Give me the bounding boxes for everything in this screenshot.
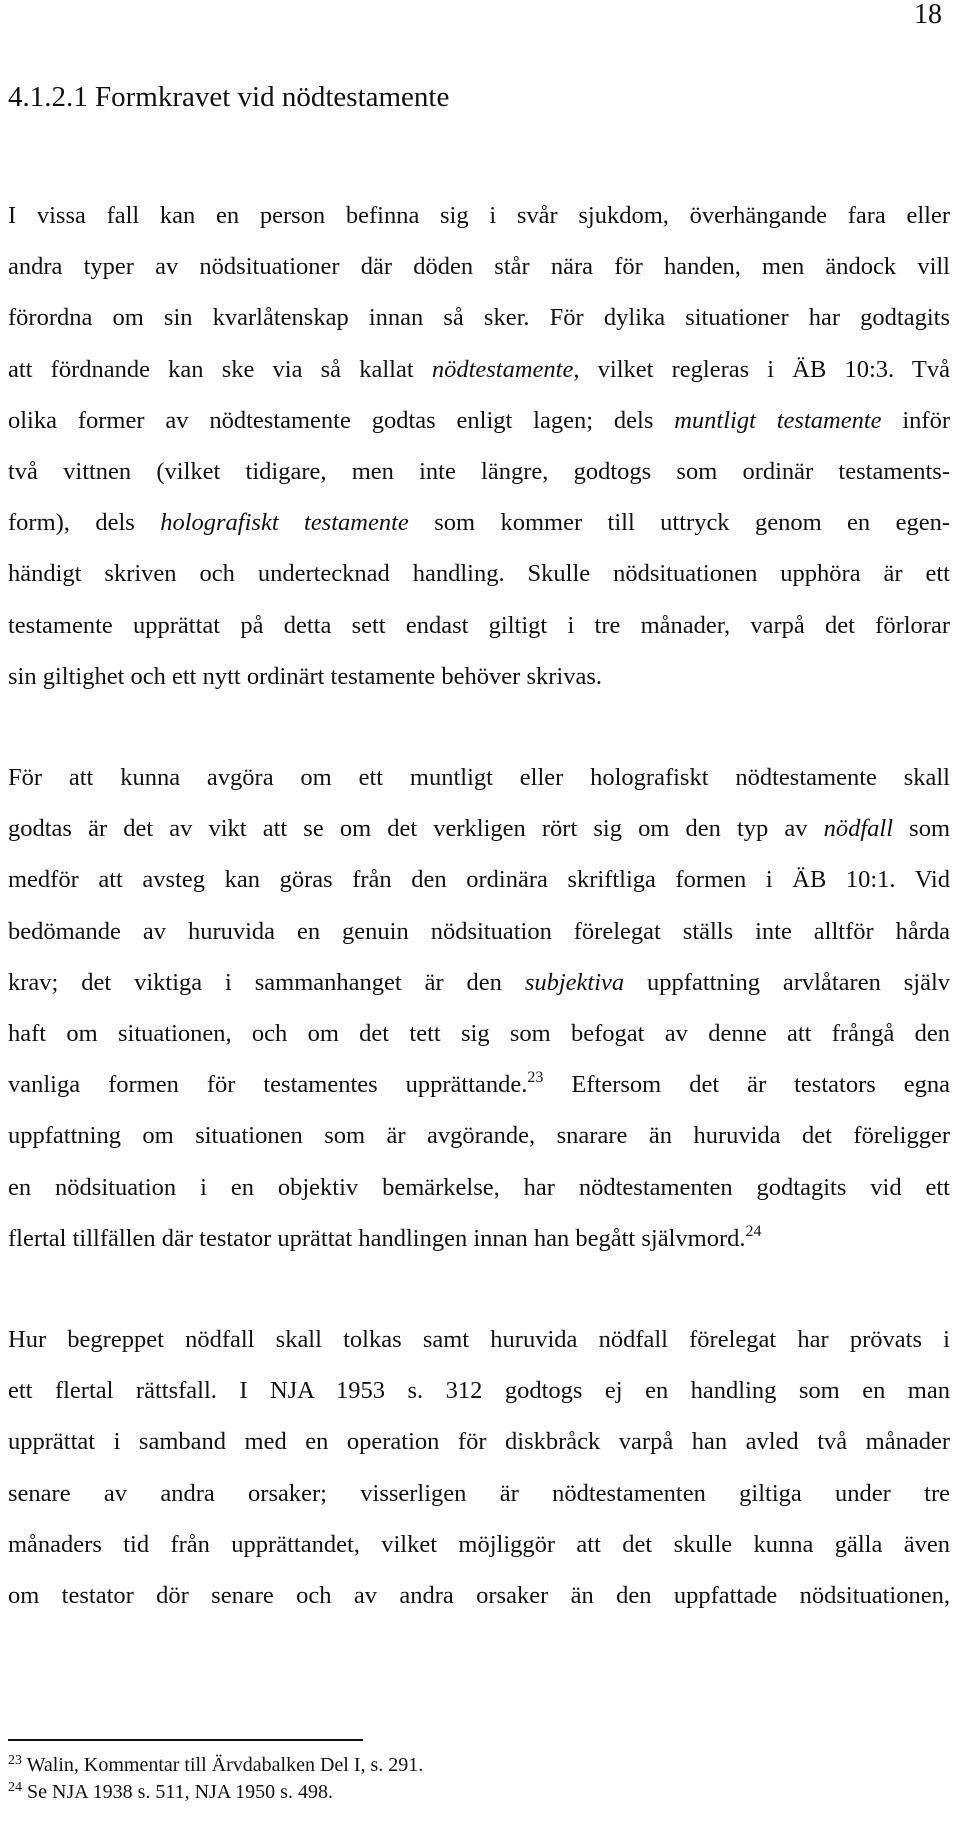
text-line: Hur begreppet nödfall skall tolkas samt huruvida nödfall förelegat har prövats i: [8, 1326, 950, 1353]
text-run: olika former av nödtestamente godtas enligt lagen; dels: [8, 406, 675, 434]
italic-term: nödfall: [823, 815, 894, 843]
footnote-text: Walin, Kommentar till Ärvdabalken Del I, s. 291.: [26, 1754, 424, 1776]
text-run: krav; det viktiga i sammanhanget är den: [8, 968, 525, 996]
text-run: att fördnande kan ske via så kallat: [8, 355, 432, 383]
section-heading: 4.1.2.1 Formkravet vid nödtestamente: [8, 81, 450, 113]
text-run: flertal tillfällen där testator uprättat handlingen innan han begått självmord.: [8, 1224, 746, 1252]
text-run: form), dels: [8, 509, 161, 537]
page-number: 18: [914, 0, 942, 30]
footnote-24: [8, 1779, 423, 1806]
footnote-ref-23[interactable]: 23: [527, 1069, 544, 1087]
text-line: [8, 1059, 950, 1110]
footnote-23: [8, 1752, 423, 1779]
text-run: uppfattning arvlåtaren själv: [624, 968, 951, 996]
text-line: I vissa fall kan en person befinna sig i svår sjukdom, överhängande fara eller: [8, 202, 950, 229]
text-run: , vilket regleras i ÄB 10:3. Två: [573, 355, 950, 383]
text-run: vanliga formen för testamentes upprättande.: [8, 1071, 528, 1099]
text-line: andra typer av nödsituationer där döden står nära för handen, men ändock vill: [8, 253, 950, 281]
text-line: För att kunna avgöra om ett muntligt eller holografiskt nödtestamente skall: [8, 764, 950, 791]
text-line: testamente upprättat på detta sett endast giltigt i tre månader, varpå det förlorar: [8, 611, 950, 639]
italic-term: subjektiva: [524, 968, 625, 996]
text-line: senare av andra orsaker; visserligen är nödtestamenten giltiga under tre: [8, 1479, 950, 1507]
paragraph-1: [8, 190, 950, 702]
paragraph-2: [8, 752, 950, 1264]
text-line: en nödsituation i en objektiv bemärkelse, har nödtestamenten godtagits vid ett: [8, 1173, 950, 1201]
italic-term: holografiskt testamente: [160, 509, 409, 537]
text-line: om testator dör senare och av andra orsaker än den uppfattade nödsituationen,: [8, 1582, 950, 1610]
text-line: haft om situationen, och om det tett sig som befogat av denne att frångå den: [8, 1020, 950, 1048]
paragraph-3: [8, 1314, 950, 1621]
text-line: [8, 803, 950, 854]
text-line: upprättat i samband med en operation för diskbråck varpå han avled två månader: [8, 1428, 950, 1456]
text-run: godtas är det av vikt att se om det verkligen rört sig om den typ av: [8, 815, 824, 843]
footnote-text: Se NJA 1938 s. 511, NJA 1950 s. 498.: [27, 1781, 333, 1803]
text-run: inför: [881, 406, 950, 434]
text-line: ett flertal rättsfall. I NJA 1953 s. 312 godtogs ej en handling som en man: [8, 1377, 950, 1405]
footnotes: [8, 1752, 423, 1806]
text-run: som: [893, 815, 950, 843]
footnote-ref-24[interactable]: 24: [745, 1222, 762, 1240]
italic-term: nödtestamente: [431, 355, 574, 383]
text-line: [8, 957, 950, 1008]
text-line: bedömande av huruvida en genuin nödsituation förelegat ställs inte alltför hårda: [8, 917, 950, 945]
text-line: uppfattning om situationen som är avgörande, snarare än huruvida det föreligger: [8, 1122, 950, 1150]
italic-term: muntligt testamente: [674, 406, 882, 434]
text-run: Eftersom det är testators egna: [543, 1071, 950, 1099]
text-line: [8, 395, 950, 446]
text-line: två vittnen (vilket tidigare, men inte längre, godtogs som ordinär testaments-: [8, 458, 950, 486]
footnote-mark: 24: [8, 1780, 22, 1795]
text-line: månaders tid från upprättandet, vilket möjliggör att det skulle kunna gälla även: [8, 1530, 950, 1558]
footnote-mark: 23: [8, 1753, 22, 1768]
text-run: som kommer till uttryck genom en egen-: [408, 509, 951, 537]
footnote-divider: [8, 1739, 363, 1741]
text-line: medför att avsteg kan göras från den ordinära skriftliga formen i ÄB 10:1. Vid: [8, 866, 950, 894]
text-line: [8, 1213, 950, 1264]
text-line: [8, 497, 950, 548]
text-line: förordna om sin kvarlåtenskap innan så sker. För dylika situationer har godtagits: [8, 304, 950, 332]
text-line: händigt skriven och undertecknad handling. Skulle nödsituationen upphöra är ett: [8, 560, 950, 588]
text-line: [8, 344, 950, 395]
text-line: sin giltighet och ett nytt ordinärt testamente behöver skrivas.: [8, 662, 602, 690]
